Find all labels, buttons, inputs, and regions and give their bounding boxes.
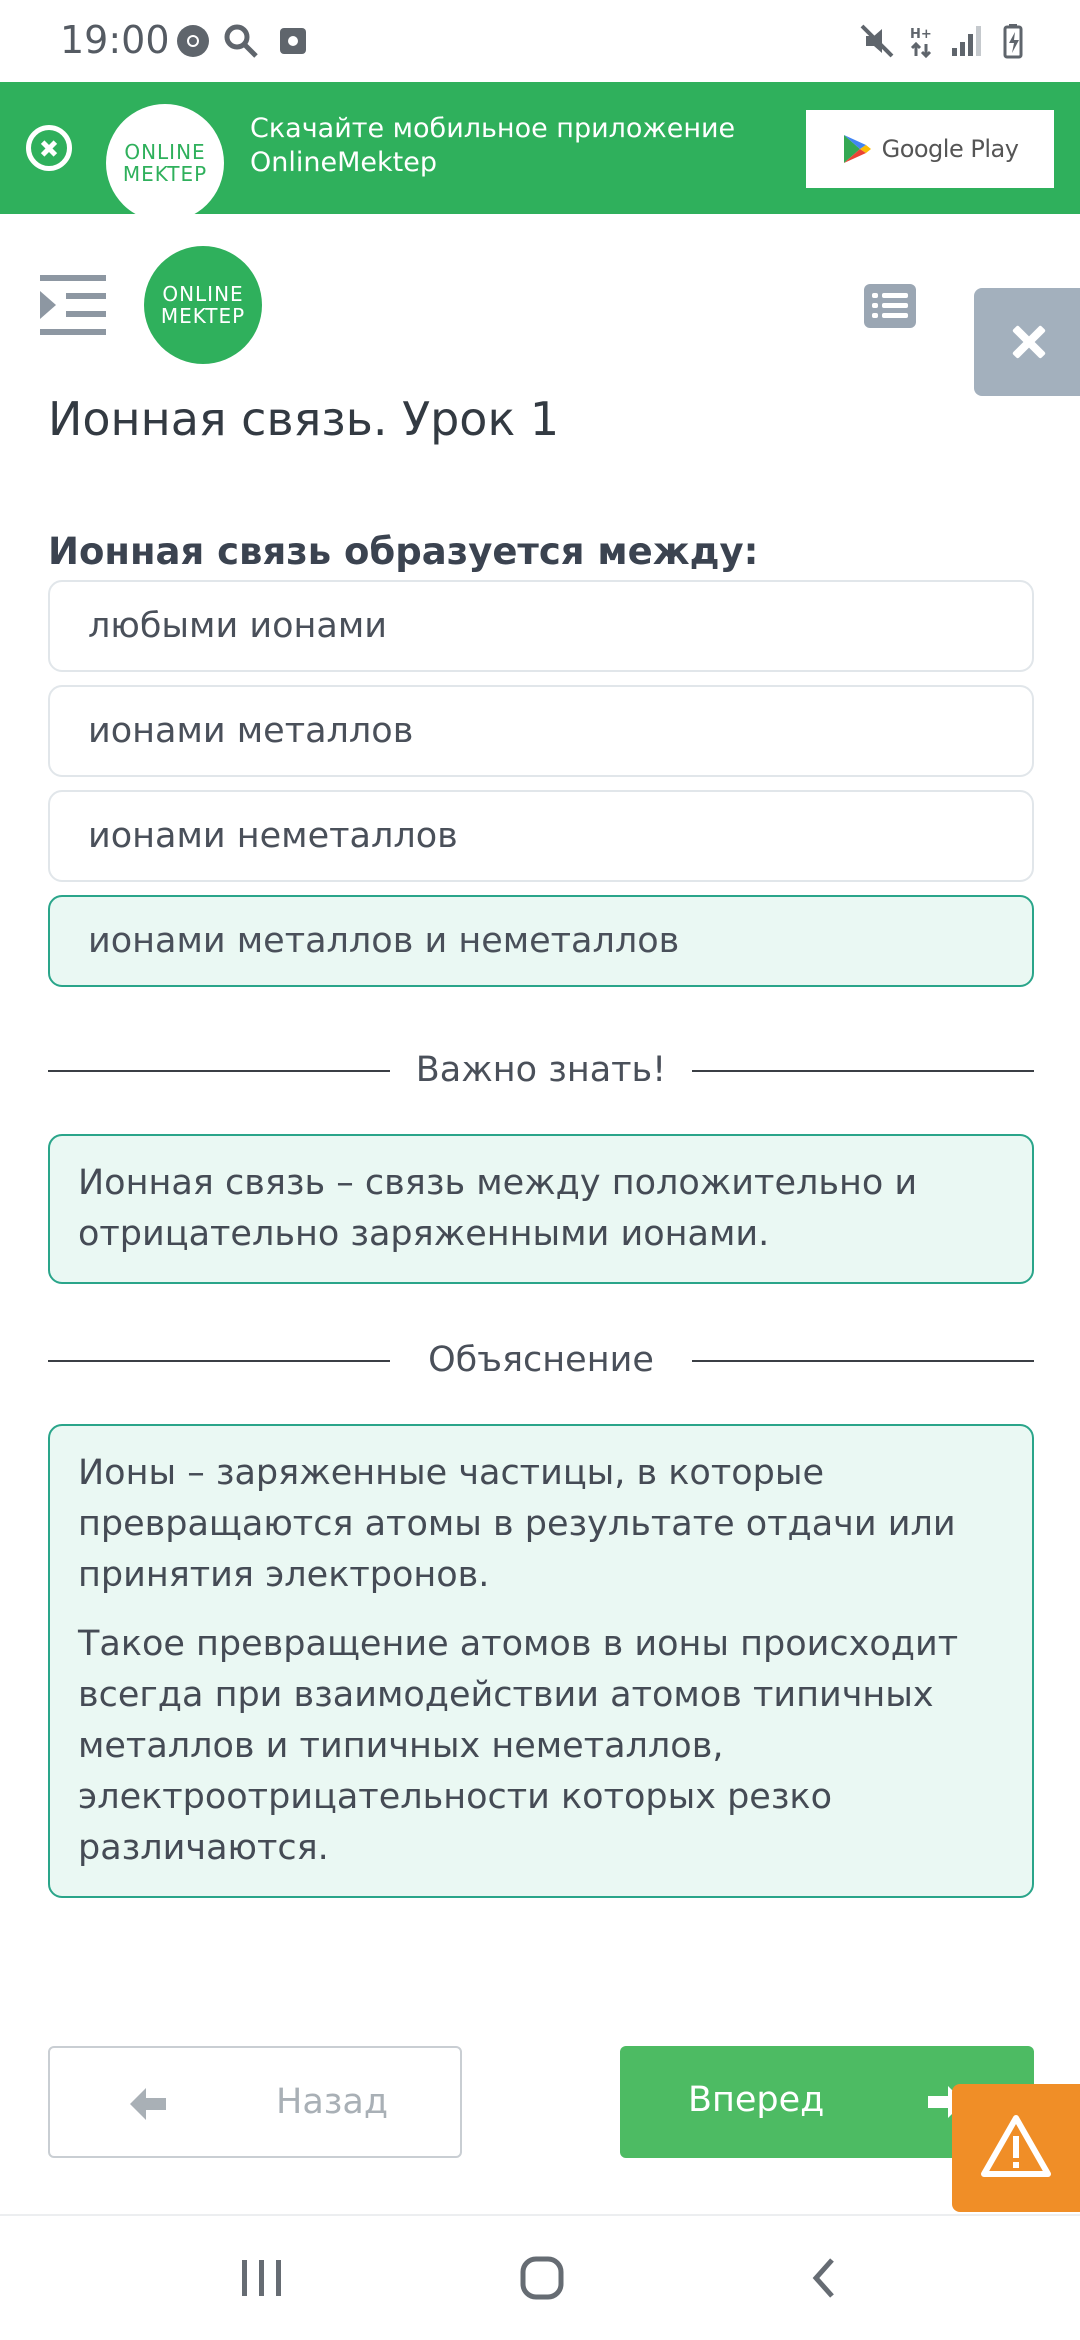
header-logo-line2: MEKTEP — [160, 304, 246, 328]
important-note — [48, 1134, 1034, 1284]
banner-close-icon[interactable] — [26, 125, 72, 171]
explanation-paragraph-2: Такое превращение атомов в ионы происходит всегда при взаимодействии атомов типичных металлов и типичных неметаллов, электроотрицательности которых резко различаются. — [78, 1624, 959, 1868]
report-problem-button[interactable] — [952, 2084, 1080, 2212]
explanation-note — [48, 1424, 1034, 1898]
answer-option-1[interactable]: любыми ионами — [48, 580, 1034, 672]
next-button-label: Вперед — [688, 2080, 825, 2120]
recent-apps-icon[interactable] — [240, 2258, 284, 2298]
google-play-label: Google Play — [881, 135, 1019, 163]
back-nav-icon[interactable] — [808, 2256, 838, 2300]
lesson-list-icon[interactable] — [864, 284, 916, 328]
question-text: Ионная связь образуется между: — [48, 530, 759, 573]
important-divider — [48, 1046, 1034, 1096]
app-promo-banner — [0, 82, 1080, 214]
chrome-icon — [174, 22, 212, 60]
answer-option-2[interactable]: ионами металлов — [48, 685, 1034, 777]
close-icon[interactable] — [974, 288, 1080, 396]
status-time: 19:00 — [60, 18, 170, 62]
warning-icon — [980, 2114, 1052, 2178]
banner-logo-line1: ONLINE — [124, 140, 206, 164]
important-heading: Важно знать! — [415, 1050, 667, 1090]
signal-icon — [948, 22, 986, 60]
header-logo-line1: ONLINE — [162, 282, 244, 306]
back-button[interactable] — [48, 2046, 462, 2158]
home-icon[interactable] — [520, 2256, 564, 2300]
answer-option-3[interactable]: ионами неметаллов — [48, 790, 1034, 882]
screenshot-icon — [274, 22, 312, 60]
status-bar — [0, 0, 1080, 82]
arrow-left-icon — [128, 2086, 168, 2122]
explanation-heading: Объяснение — [428, 1340, 654, 1380]
search-icon — [222, 22, 260, 60]
banner-text: Скачайте мобильное приложение OnlineMektep — [250, 113, 736, 178]
header-logo[interactable] — [144, 246, 262, 364]
svg-text:H+: H+ — [910, 27, 932, 42]
system-nav-bar — [0, 2214, 1080, 2340]
explanation-paragraph-1: Ионы – заряженные частицы, в которые превращаются атомы в результате отдачи или принятия электронов. — [78, 1453, 956, 1595]
battery-icon — [994, 22, 1032, 60]
google-play-icon — [842, 133, 872, 165]
explanation-divider — [48, 1336, 1034, 1386]
google-play-button[interactable] — [806, 110, 1054, 188]
banner-logo — [106, 104, 224, 222]
banner-logo-line2: MEKTEP — [122, 162, 208, 186]
menu-toggle-icon[interactable] — [40, 275, 106, 335]
mute-icon — [858, 22, 896, 60]
network-icon — [908, 22, 946, 60]
important-text: Ионная связь – связь между положительно и отрицательно заряженными ионами. — [78, 1163, 918, 1254]
page-title: Ионная связь. Урок 1 — [48, 392, 560, 446]
answer-option-4[interactable]: ионами металлов и неметаллов — [48, 895, 1034, 987]
back-button-label: Назад — [276, 2082, 389, 2122]
